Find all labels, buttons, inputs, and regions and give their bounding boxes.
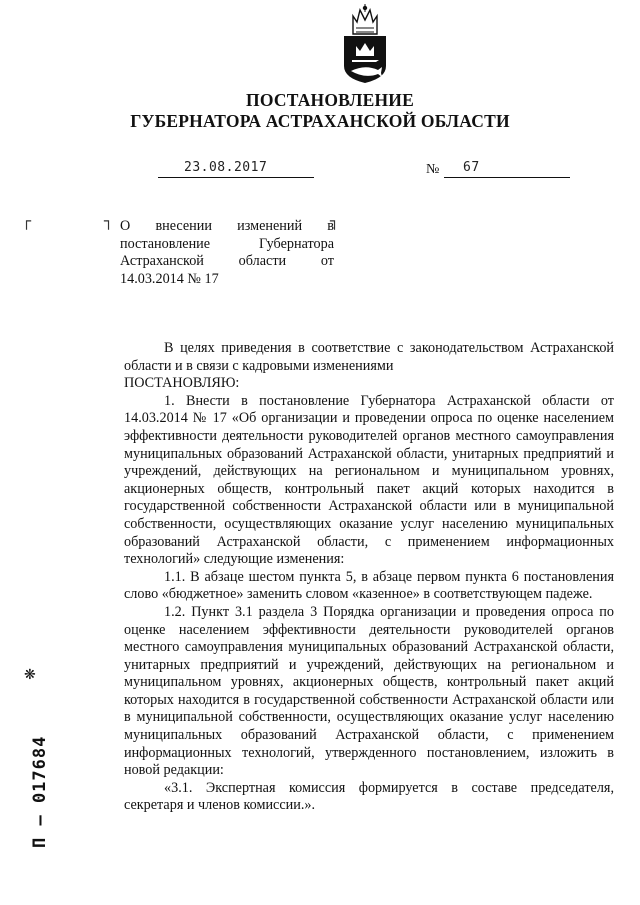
- subject-left-corner-mark: ┐: [104, 212, 114, 230]
- document-number: 67: [463, 160, 480, 175]
- subject-right-corner-mark: ┐: [330, 212, 340, 230]
- issuer-title: ГУБЕРНАТОРА АСТРАХАНСКОЙ ОБЛАСТИ: [130, 111, 510, 131]
- serial-number: П – 017684: [30, 735, 50, 848]
- item-1-1-paragraph: 1.1. В абзаце шестом пункта 5, в абзаце первом пункта 6 постановления слово «бюджетное» заменить словом «казенное» в соответствующем падеже.: [124, 568, 614, 603]
- preamble-paragraph: В целях приведения в соответствие с законодательством Астраханской области и в связи с кадровыми изменениями: [124, 340, 614, 374]
- number-underline: [444, 177, 570, 178]
- item-1-paragraph: 1. Внести в постановление Губернатора Астраханской области от 14.03.2014 № 17 «Об организации и проведении опроса по оценке населением эффективности деятельности руководителей органов местного самоуправления муниципальных образований Астраханской области, унитарных предприятий и учреждений, действующих на региональном и муниципальном уровнях, акционерных обществ, контрольный пакет акций которых находится в государственной собственности Астраханской области или в муниципальной собственности, осуществляющих оказание услуг населению муниципальных образований Астраханской области, с применением информационных технологий» следующие изменения:: [124, 392, 614, 568]
- coat-of-arms-icon: [336, 4, 394, 84]
- item-1-2-paragraph: 1.2. Пункт 3.1 раздела 3 Порядка организации и проведения опроса по оценке населением эффективности деятельности руководителей органов местного самоуправления муниципальных образований Астраханской области, унитарных предприятий и учреждений, действующих на региональном и муниципальном уровнях, акционерных обществ, контрольный пакет акций которых находится в государственной собственности Астраханской области или в муниципальной собственности, осуществляющих оказание услуг населению муниципальных образований Астраханской области, с применением информационных технологий, утвержденного постановлением, изложить в новой редакции:: [124, 603, 614, 779]
- document-type-title: ПОСТАНОВЛЕНИЕ: [246, 90, 414, 110]
- document-date: 23.08.2017: [184, 160, 268, 175]
- number-label: №: [426, 162, 440, 177]
- ornament-icon: ❋: [24, 667, 36, 683]
- document-body: [124, 340, 614, 815]
- date-underline: [158, 177, 314, 178]
- left-corner-mark: ┌: [22, 212, 32, 230]
- decree-word: ПОСТАНОВЛЯЮ:: [124, 375, 240, 392]
- quoted-clause-paragraph: «3.1. Экспертная комиссия формируется в составе председателя, секретаря и членов комиссии.».: [124, 779, 614, 814]
- document-subject: О внесении изменений в постановление Губернатора Астраханской области от 14.03.2014 № 17: [120, 218, 334, 287]
